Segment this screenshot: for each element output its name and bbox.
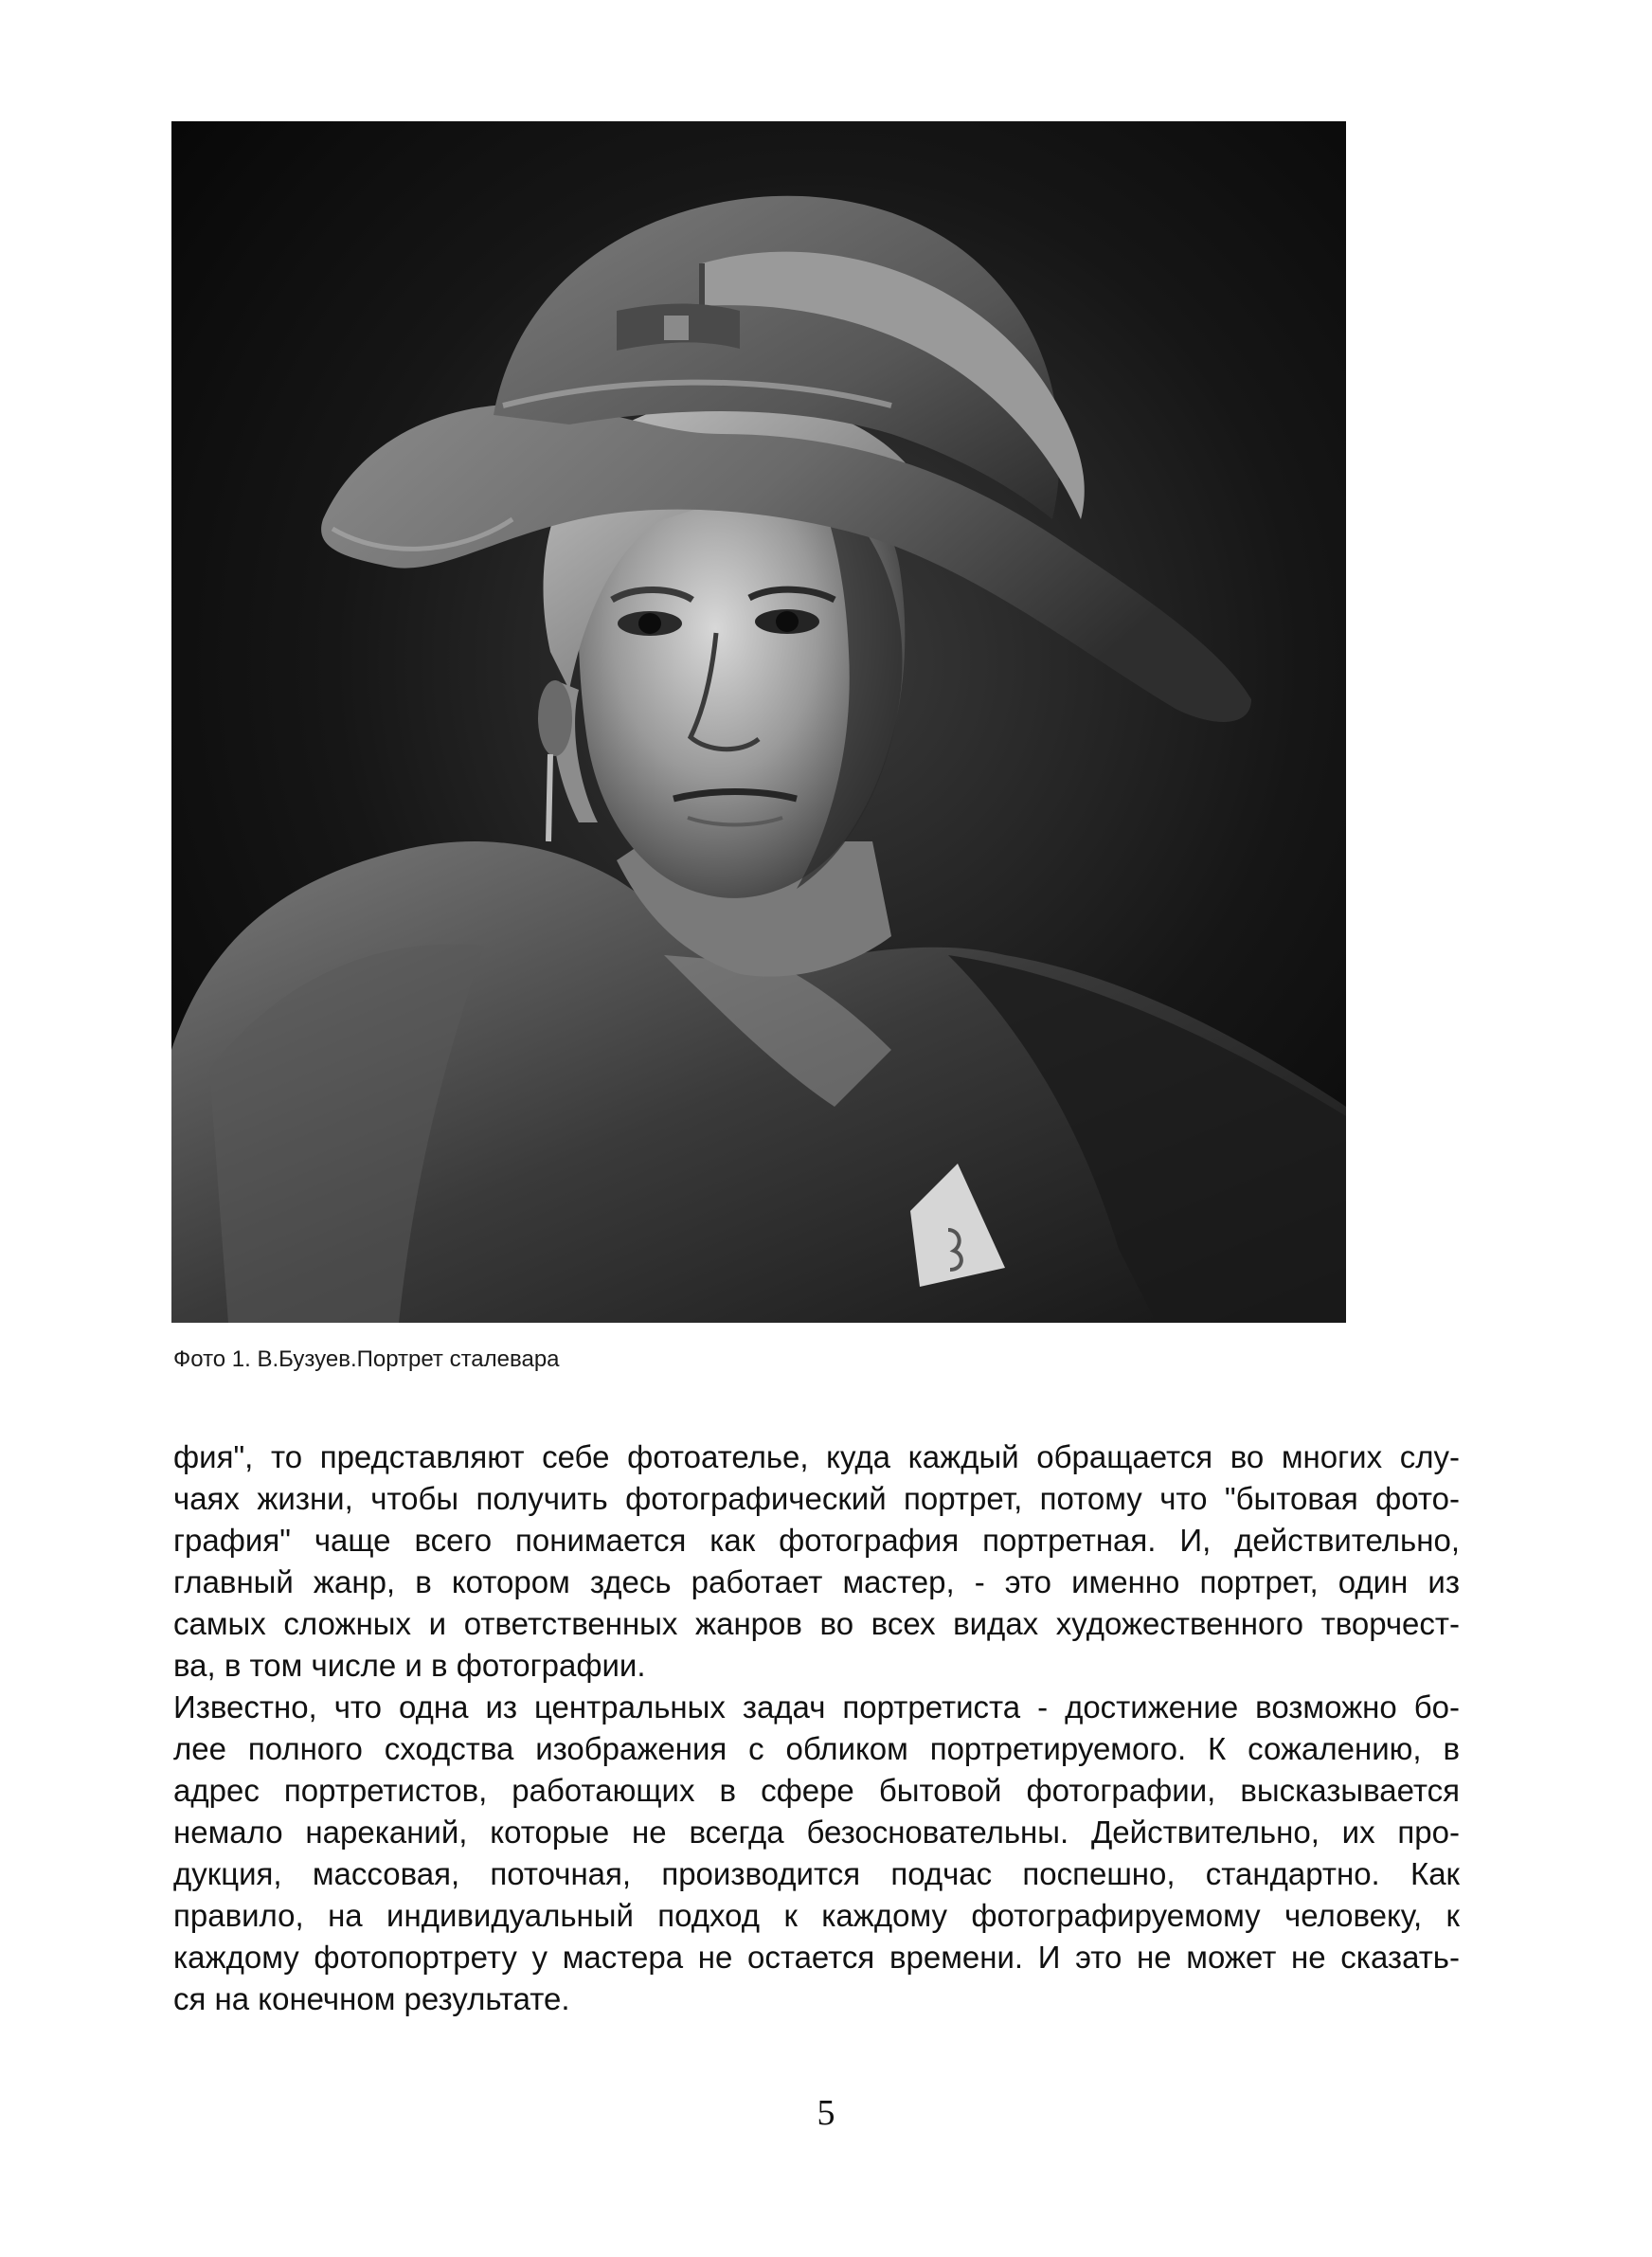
text-line: ся на конечном результате. [173,1981,570,2016]
text-line: Известно, что одна из центральных задач портретиста - достижение возможно бо- [173,1689,1460,1724]
text-line: самых сложных и ответственных жанров во всех видах художественного творчест- [173,1606,1460,1641]
text-line: каждому фотопортрету у мастера не остается времени. И это не может не сказать- [173,1940,1460,1975]
portrait-illustration [171,121,1346,1323]
steelworker-portrait-photo [171,121,1346,1323]
page-number: 5 [817,2093,835,2133]
text-line: чаях жизни, чтобы получить фотографический портрет, потому что "бытовая фото- [173,1481,1460,1516]
text-line: немало нареканий, которые не всегда безосновательны. Действительно, их про- [173,1815,1460,1850]
text-line: фия", то представляют себе фотоателье, куда каждый обращается во многих слу- [173,1439,1460,1474]
paragraph-2 [173,1687,1460,2020]
paragraph-1 [173,1436,1460,1687]
text-line: дукция, массовая, поточная, производится подчас поспешно, стандартно. Как [173,1856,1460,1891]
text-line: ва, в том числе и в фотографии. [173,1648,646,1683]
body-text [173,1436,1460,2020]
text-line: главный жанр, в котором здесь работает мастер, - это именно портрет, один из [173,1564,1460,1599]
figure-caption: Фото 1. В.Бузуев.Портрет сталевара [173,1346,560,1372]
text-line: правило, на индивидуальный подход к каждому фотографируемому человеку, к [173,1898,1460,1933]
text-line: лее полного сходства изображения с обликом портретируемого. К сожалению, в [173,1731,1460,1766]
text-line: адрес портретистов, работающих в сфере бытовой фотографии, высказывается [173,1773,1460,1808]
text-line: графия" чаще всего понимается как фотография портретная. И, действительно, [173,1523,1460,1558]
